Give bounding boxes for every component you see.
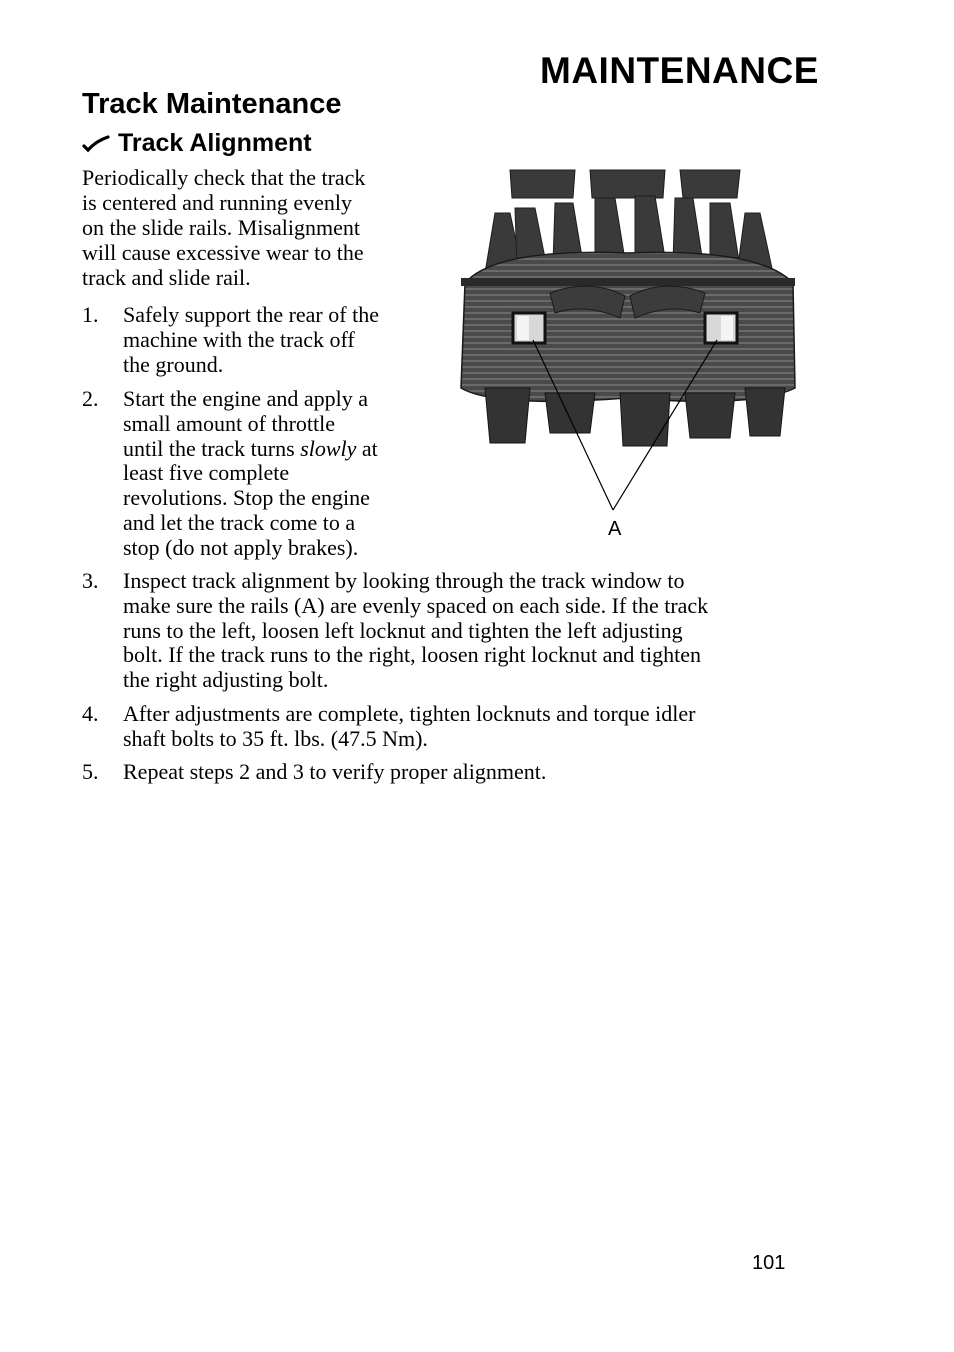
intro-paragraph [82, 165, 427, 290]
step-line: Safely support the rear of the [123, 302, 379, 327]
step-line: machine with the track off [123, 326, 355, 352]
step-text [123, 303, 379, 377]
step-text [123, 387, 378, 561]
step-line: the ground. [123, 351, 224, 377]
step-line: and let the track come to a [123, 509, 356, 535]
step-line: the right adjusting bolt. [123, 667, 329, 693]
intro-line: is centered and running evenly [82, 190, 353, 215]
intro-line: will cause excessive wear to the [82, 240, 364, 265]
track-body [461, 252, 795, 401]
step-line: runs to the left, loosen left locknut and tighten the left adjusting [123, 617, 683, 643]
step-number: 5. [82, 759, 99, 784]
intro-line: track and slide rail. [82, 265, 251, 290]
checkmark-icon [82, 135, 110, 153]
step-line: After adjustments are complete, tighten locknuts and torque idler [123, 701, 696, 726]
step-number: 3. [82, 568, 99, 593]
step-line: Start the engine and apply a [123, 386, 368, 411]
track-photo [455, 168, 800, 513]
step-line: Repeat steps 2 and 3 to verify proper alignment. [123, 759, 547, 784]
step-number: 4. [82, 701, 99, 726]
step-line: stop (do not apply brakes). [123, 534, 359, 560]
section-header: MAINTENANCE [540, 50, 819, 91]
step-line: least five complete [123, 460, 290, 486]
callout-label-a: A [608, 518, 622, 540]
page-title: Track Maintenance [82, 88, 342, 120]
intro-line: on the slide rails. Misalignment [82, 215, 361, 240]
step-line: make sure the rails (A) are evenly spaced on each side. If the track [123, 592, 709, 618]
emphasis-text: slowly [300, 435, 357, 461]
step-text [123, 760, 546, 785]
step-line-part: until the track turns [123, 435, 295, 461]
subsection-heading [82, 129, 312, 158]
step-line-part: at [361, 435, 378, 461]
page-number: 101 [752, 1252, 786, 1274]
subsection-label: Track Alignment [118, 129, 312, 157]
step-line [123, 437, 378, 462]
step-text [123, 569, 708, 693]
step-text [123, 702, 695, 752]
step-number: 1. [82, 302, 99, 327]
step-line: shaft bolts to 35 ft. lbs. (47.5 Nm). [123, 725, 428, 751]
step-number: 2. [82, 386, 99, 411]
intro-line: Periodically check that the track [82, 165, 366, 190]
step-line: Inspect track alignment by looking through the track window to [123, 568, 685, 593]
step-line: bolt. If the track runs to the right, loosen right locknut and tighten [123, 642, 701, 668]
step-line: small amount of throttle [123, 410, 336, 436]
step-line: revolutions. Stop the engine [123, 485, 370, 511]
